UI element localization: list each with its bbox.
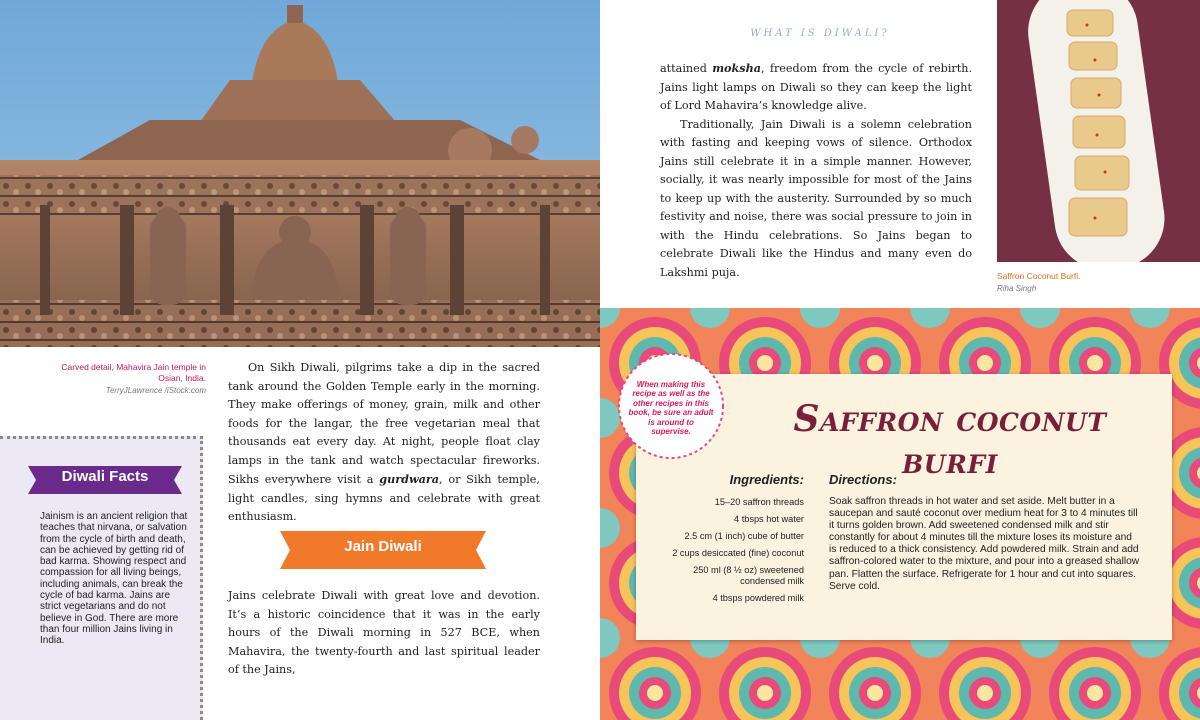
diwali-facts-title: Diwali Facts xyxy=(61,468,149,485)
recipe-title: Saffron coconut burfi xyxy=(793,398,1107,482)
temple-photo-caption: Carved detail, Mahavira Jain temple in Osian, India. xyxy=(61,362,206,383)
adult-supervision-note: When making this recipe as well as the other recipes in this book, be sure an adult is around to supervise. xyxy=(628,380,714,437)
ingredient-item: 250 ml (8 ½ oz) sweetened condensed milk xyxy=(693,565,804,586)
ingredients-list xyxy=(660,497,804,610)
jain-continued-text xyxy=(660,59,972,282)
para1-start: attained xyxy=(660,62,713,75)
para2: Traditionally, Jain Diwali is a solemn celebration with fasting and keeping vows of silence. Orthodox Jains still celebrate it in a simple manner. However, socially, it was nearly impossible for most of the Jains to keep up with the austerity. Surrounded by so much festivity and noise, there was social pressure to join in with the Hindu celebrations. So Jains began to celebrate Diwali like the Hindus and many even do Lakshmi puja. xyxy=(660,117,972,279)
jain-diwali-heading: Jain Diwali xyxy=(344,538,422,555)
jain-diwali-paragraph xyxy=(228,587,540,680)
ingredient-item: 4 tbsps powdered milk xyxy=(712,593,804,603)
burfi-photo-caption: Saffron Coconut Burfi. xyxy=(997,271,1081,281)
diwali-facts-text: Jainism is an ancient religion that teaches that nirvana, or salvation from the cycle of birth and death, can be achieved by getting rid of bad karma. Showing respect and compassion for all living beings, including animals, can break the cycle of bad karma. Jains are strict vegetarians and do not believe in God. There are more than four million Jains living in India. xyxy=(40,511,188,647)
ingredients-heading: Ingredients: xyxy=(729,472,804,487)
temple-photo-credit: TerryJLawrence /iStock.com xyxy=(105,386,206,395)
para1-rest: , freedom from the cycle of rebirth. Jains light lamps on Diwali so they can keep the light of Lord Mahavira’s knowledge alive. xyxy=(660,62,973,112)
sikh-diwali-paragraph xyxy=(228,359,540,527)
gurdwara-term: gurdwara xyxy=(379,472,439,486)
sikh-text-start: On Sikh Diwali, pilgrims take a dip in the sacred tank around the Golden Temple early in the morning. They make offerings of money, grain, milk and other foods for the langar, the free vegetarian meal that thousands eat every day. At night, people float clay lamps in the tank and watch spectacular fireworks. Sikhs everywhere visit a xyxy=(228,361,540,486)
directions-text: Soak saffron threads in hot water and set aside. Melt butter in a saucepan and sauté coconut over medium heat for 3 to 4 minutes till it turns golden brown. Add sweetened condensed milk and stir constantly for about 4 minutes till the mixture loses its moisture and is reduced to a thick consistency. Add powdered milk. Strain and add saffron-colored water to the mixture, and pour into a greased shallow pan. Flatten the surface. Refrigerate for 1 hour and cut into squares. Serve cold. xyxy=(829,496,1140,592)
section-heading: WHAT IS DIWALI? xyxy=(750,28,890,39)
ingredient-item: 4 tbsps hot water xyxy=(734,514,804,524)
sikh-text-end: , or Sikh temple, light candles, sing hymns and celebrate with great enthusiasm. xyxy=(228,473,540,523)
burfi-photo xyxy=(997,0,1200,262)
burfi-photo-credit: Riha Singh xyxy=(997,284,1037,293)
jain-paragraph-text: Jains celebrate Diwali with great love and devotion. It’s a historic coincidence that it was in the early hours of the Diwali morning in 527 BCE, when Mahavira, the twenty-fourth and last spiritual leader of the Jains, xyxy=(228,589,540,676)
ingredient-item: 15–20 saffron threads xyxy=(714,497,804,507)
ingredient-item: 2 cups desiccated (fine) coconut xyxy=(672,548,804,558)
moksha-term: moksha xyxy=(712,61,761,75)
ingredient-item: 2.5 cm (1 inch) cube of butter xyxy=(684,531,804,541)
directions-heading: Directions: xyxy=(829,472,897,487)
temple-photo xyxy=(0,0,600,347)
